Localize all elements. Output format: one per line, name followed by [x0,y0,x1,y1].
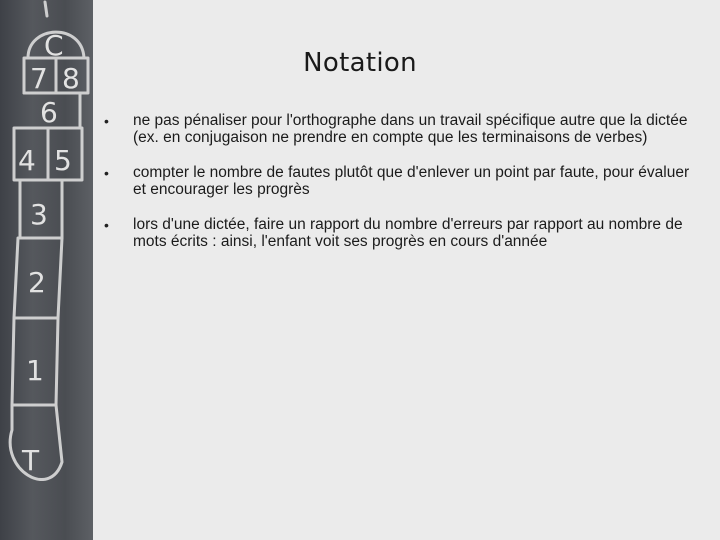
bullet-item [104,112,694,146]
cell-label: T [22,444,40,477]
bullet-text: lors d'une dictée, faire un rapport du nombre d'erreurs par rapport au nombre de mots écrits : ainsi, l'enfant voit ses progrès en cours d'année [133,216,683,250]
bullet-dot-icon: • [104,217,109,233]
cell-label: 8 [62,62,80,95]
hopscotch-drawing [0,0,93,540]
cell-label: 2 [28,266,46,299]
hopscotch-photo [0,0,93,540]
cell-label: C [44,29,64,62]
bullet-item [104,216,694,250]
bullet-item [104,164,694,198]
cell-label: 6 [40,96,58,129]
bullet-list [104,112,694,268]
cell-label: 7 [30,62,48,95]
bullet-dot-icon: • [104,113,109,129]
bullet-dot-icon: • [104,165,109,181]
bullet-text: ne pas pénaliser pour l'orthographe dans un travail spécifique autre que la dictée (ex. en conjugaison ne prendre en compte que les terminaisons de verbes) [133,112,688,146]
slide-title: Notation [303,48,417,78]
cell-label: 4 [18,144,36,177]
bullet-text: compter le nombre de fautes plutôt que d'enlever un point par faute, pour évaluer et encourager les progrès [133,164,690,198]
cell-label: 5 [54,144,72,177]
cell-label: 3 [30,198,48,231]
cell-label: 1 [26,354,44,387]
